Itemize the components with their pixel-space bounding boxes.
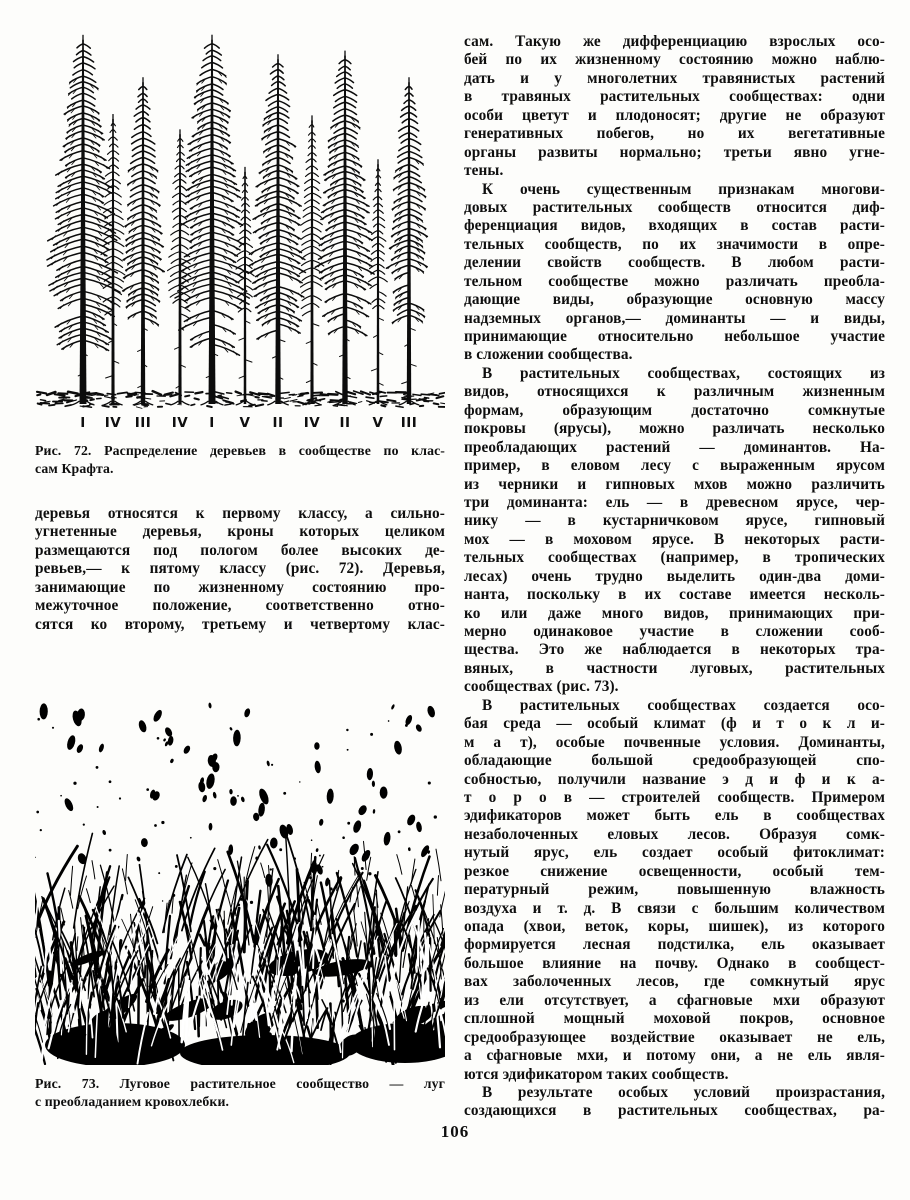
kraft-class-numeral: I [209,415,215,431]
text-line: тельных сообществ, по их значимости в опре- [464,235,885,253]
text-line: нанта, поскольку в их составе имеется несколь- [464,586,885,604]
left-column [35,33,445,1173]
text-line: три доминанта: ель — в древесном ярусе, чер- [464,493,885,511]
text-line: генеративных побегов, но их вегетативные [464,125,885,143]
text-line: а сфагновые мхи, и потому они, а не ель явля- [464,1047,885,1065]
text-line: в сложении сообщества. [464,346,633,364]
text-line: сам. Такую же дифференциацию взрослых осо- [464,33,885,50]
text-line: ревьев,— к пятому классу (рис. 72). Деревья, [35,560,445,578]
text-line: особи цветут и плодоносят; другие не образуют [464,106,885,124]
text-line: тельном сообществе можно различать преобла- [464,272,885,290]
text-line: принимающие относительно небольшое участие [464,328,885,345]
text-line: средообразующее воздействие оказывает не ель, [464,1028,885,1046]
text-line: довых растительных сообществ относится диф- [464,198,885,216]
text-line: сообществах (рис. 73). [464,678,619,696]
figure-72-caption [35,442,445,477]
text-line: делении свойств сообществ. В любом расти- [464,254,885,272]
text-line: нутый ярус, ель создает особый фитоклимат: [464,844,885,862]
text-line: В результате особых условий произрастания, [482,1083,885,1101]
figure-73 [35,693,445,1118]
kraft-class-labels [35,415,445,437]
kraft-class-numeral: IV [104,415,122,431]
text-line: органы развиты нормально; третьи явно угне- [464,143,885,161]
text-line: В растительных сообществах, состоящих из [482,364,885,382]
text-line: воздуха и т. д. В связи с большим количеством [464,899,885,917]
text-line: щества. Это же наблюдается в некоторых тра- [464,641,885,659]
text-line: большое влияние на почву. Однако в сообщест- [464,954,885,972]
text-line: из ели отсутствует, а сфагновые мхи образуют [464,991,885,1009]
text-line: создающихся в растительных сообществах, ра- [464,1102,885,1120]
text-line: ются эдификатором таких сообществ. [464,1065,729,1083]
text-line: вяных, в частности луговых, растительных [464,659,885,677]
text-line: деревья относятся к первому классу, а сильно- [35,505,445,522]
text-line: мох — в моховом ярусе. В некоторых расти- [464,530,885,548]
caption-line: с преобладанием кровохлебки. [35,1093,230,1109]
left-column-paragraphs [35,505,445,634]
kraft-class-numeral: IV [171,415,189,431]
text-line: ференциация видов, входящих в состав расти- [464,217,885,235]
text-line: эдификаторов может быть ель в сообществах [464,807,885,825]
caption-line: Рис. 73. Луговое растительное сообщество — луг [35,1076,445,1091]
text-line: покровы (ярусы), можно различать несколько [464,420,885,438]
text-line: незаболоченных еловых лесов. Образуя сомк- [464,825,885,843]
text-line: преобладающих растений — доминантов. На- [464,438,885,456]
kraft-classes-trees-illustration [35,33,445,413]
kraft-class-numeral: V [239,415,251,431]
kraft-class-numeral: II [272,415,284,431]
kraft-class-numeral: V [372,415,384,431]
kraft-class-numeral: IV [303,415,321,431]
text-line: бая среда — особый климат (ф и т о к л и- [464,715,885,733]
figure-72 [35,33,445,476]
caption-line: сам Крафта. [35,460,114,476]
text-line: лесах) очень трудно выделить один-два доми- [464,567,885,585]
text-line: сятся ко второму, третьему и четвертому клас- [35,615,445,633]
text-line: из черники и гипновых мхов можно различить [464,475,885,493]
kraft-class-numeral: II [339,415,351,431]
text-line: ко или даже много видов, принимающих при- [464,604,885,622]
text-line: нику — в кустарничковом ярусе, гипновый [464,512,885,530]
text-line: угнетенные деревья, кроны которых целиком [35,523,445,541]
text-line: размещаются под пологом более высоких де- [35,541,445,559]
text-line: в травяных растительных сообществах: одни [464,88,885,106]
text-line: занимающие по жизненному состоянию про- [35,578,445,596]
text-line: формируется лесная подстилка, ель оказывает [464,936,885,954]
text-line: пературный режим, повышенную влажность [464,881,885,899]
text-line: формам, образующим достаточно сомкнутые [464,401,885,419]
text-line: тельных сообществах (например, в тропических [464,549,885,567]
figure-73-caption [35,1075,445,1110]
meadow-illustration [35,693,445,1065]
text-line: видов, относящихся к различным жизненным [464,383,885,401]
text-line: мерно одинаковое участие в сложении сооб- [464,623,885,640]
text-line: В растительных сообществах создается осо- [482,696,885,714]
text-line: бей по их жизненному состоянию можно наблю- [464,51,885,69]
text-line: опада (хвои, веток, коры, шишек), из которого [464,918,885,935]
kraft-class-numeral: I [80,415,86,431]
text-line: сплошной мощный моховой покров, основное [464,1010,885,1028]
text-line: К очень существенным признакам многови- [482,180,885,198]
text-line: м а т), особые почвенные условия. Доминанты, [464,733,885,751]
text-line: резкое снижение освещенности, особый тем- [464,862,885,880]
text-line: собностью, получили название э д и ф и к а- [464,770,885,788]
page-number: 106 [440,1122,470,1141]
text-line: дающие виды, образующие основную массу [464,291,885,309]
caption-line: Рис. 72. Распределение деревьев в сообществе по клас- [35,443,445,458]
text-line: тены. [464,162,504,180]
right-column-paragraphs [464,33,885,1121]
kraft-class-numeral: III [400,415,418,431]
text-line: вах заболоченных лесов, где сомкнутый ярус [464,973,885,991]
text-line: дать и у многолетних травянистых растений [464,69,885,87]
text-line: т о р о в — строителей сообществ. Примером [464,788,885,806]
kraft-class-numeral: III [134,415,152,431]
text-line: надземных органов,— доминанты — и виды, [464,309,885,327]
text-line: пример, в еловом лесу с выраженным ярусом [464,457,885,475]
text-line: обладающие большой средообразующей спо- [464,752,885,770]
text-line: межуточное положение, соответственно отно- [35,597,445,615]
